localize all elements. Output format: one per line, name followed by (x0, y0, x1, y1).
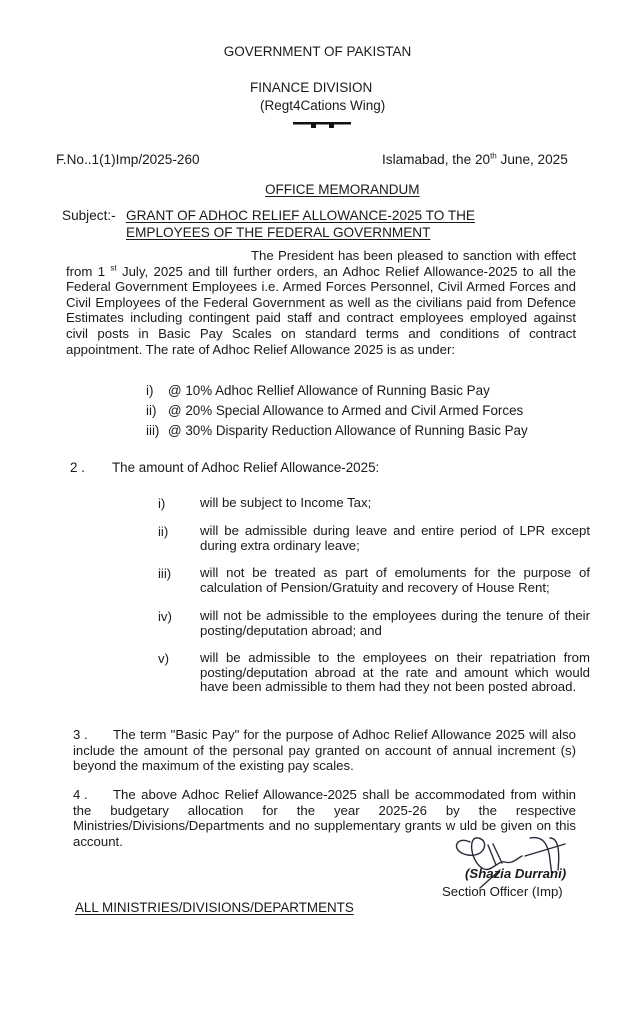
paragraph-4-number: 4 . (73, 787, 88, 802)
list-item-number: i) (158, 496, 166, 511)
list-item-number: v) (158, 651, 169, 666)
signatory-name: (Shazia Durrani) (465, 866, 567, 881)
place-date-prefix: Islamabad, the 20 (382, 152, 491, 167)
list-item-text: will be admissible to the employees on their repatriation from posting/deputation abroad at the rate and amount which would have been admissible to them had they not been posted abroad. (200, 650, 590, 695)
paragraph-2-intro: The amount of Adhoc Relief Allowance-2025: (112, 460, 380, 475)
wing-heading: (Regt4Cations Wing) (260, 98, 386, 113)
paragraph-3-number: 3 . (73, 727, 88, 742)
memo-title: OFFICE MEMORANDUM (265, 182, 420, 197)
rate-number: iii) (146, 423, 160, 438)
subject-line-2: EMPLOYEES OF THE FEDERAL GOVERNMENT (126, 225, 431, 240)
list-item-text: will not be admissible to the employees during the tenure of their posting/deputation abroad; and (200, 608, 590, 638)
list-item-number: iv) (158, 609, 172, 624)
rate-text: @ 20% Special Allowance to Armed and Civil Armed Forces (168, 403, 524, 418)
addressee: ALL MINISTRIES/DIVISIONS/DEPARTMENTS (75, 900, 354, 915)
ornamental-rule-icon (292, 118, 352, 132)
division-heading: FINANCE DIVISION (250, 80, 373, 95)
subject-label: Subject:- (62, 208, 116, 223)
list-item-number: iii) (158, 566, 172, 581)
file-number: F.No..1(1)Imp/2025-260 (56, 152, 200, 167)
rate-item (146, 383, 490, 398)
paragraph-1-superscript: st (110, 263, 117, 273)
list-item-text: will be subject to Income Tax; (200, 495, 372, 510)
rate-text: @ 30% Disparity Reduction Allowance of Running Basic Pay (168, 423, 528, 438)
paragraph-4-text: The above Adhoc Relief Allowance-2025 shall be accommodated from within the budgetary allocation for the year 2025-26 by the respective Ministries/Divisions/Departments and no supplementary grants w uld be given on this account. (73, 787, 576, 849)
list-item-text: will not be treated as part of emoluments for the purpose of calculation of Pension/Gratuity and recovery of House Rent; (200, 565, 590, 595)
paragraph-2-number: 2 . (70, 460, 85, 475)
government-heading: GOVERNMENT OF PAKISTAN (223, 44, 412, 59)
rate-item (146, 423, 528, 438)
date-superscript: th (490, 151, 497, 161)
subject-line-1: GRANT OF ADHOC RELIEF ALLOWANCE-2025 TO THE (126, 208, 476, 223)
place-date-suffix: June, 2025 (496, 152, 568, 167)
place-date (382, 152, 568, 167)
list-item-number: ii) (158, 524, 169, 539)
rate-number: ii) (146, 403, 157, 418)
paragraph-3-text: The term "Basic Pay" for the purpose of Adhoc Relief Allowance 2025 will also include the amount of the personal pay granted on account of annual increment (s) beyond the maximum of the existing pay scales. (73, 727, 576, 774)
signatory-designation: Section Officer (Imp) (442, 884, 563, 899)
paragraph-1-text-a: The President has been pleased to sanction with effect from 1 (66, 248, 576, 279)
rate-number: i) (146, 383, 154, 398)
list-item-text: will be admissible during leave and entire period of LPR except during extra ordinary leave; (200, 523, 590, 553)
paragraph-1-text-b: July, 2025 and till further orders, an Adhoc Relief Allowance-2025 to all the Federal Government Employees i.e. Armed Forces Personnel, Civil Armed Forces and Civil Employees of the Federal Government as well as the civilians paid from Defence Estimates including contingent paid staff and contract employees employed against civil posts in Basic Pay Scales on standard terms and conditions of contract appointment. The rate of Adhoc Relief Allowance 2025 is as under: (66, 263, 576, 357)
paragraph-1 (66, 248, 576, 357)
paragraph-3 (73, 727, 576, 774)
rate-text: @ 10% Adhoc Rellief Allowance of Running Basic Pay (168, 383, 490, 398)
rate-item (146, 403, 523, 418)
